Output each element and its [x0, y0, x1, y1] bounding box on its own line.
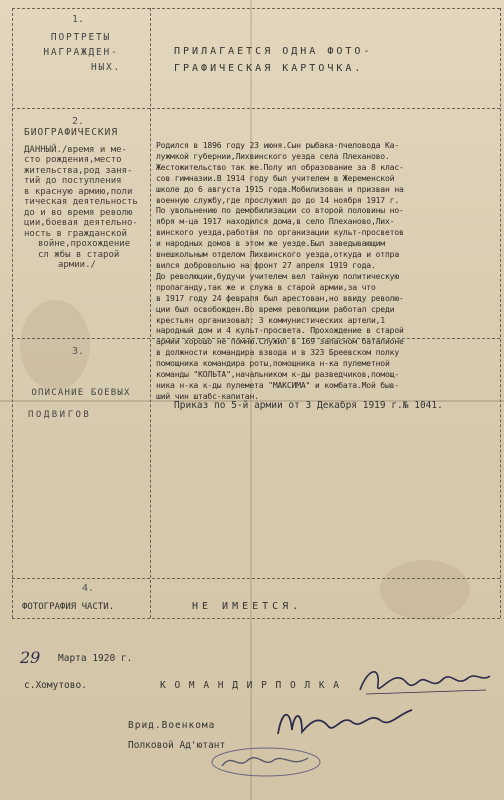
section-label-portraits: ПОРТРЕТЫ НАГРАЖДЕН- НЫХ.	[43, 32, 122, 73]
table-column-divider	[150, 8, 151, 618]
section-number: 3.	[72, 346, 85, 357]
section-content-portraits: ПРИЛАГАЕТСЯ ОДНА ФОТО- ГРАФИЧЕСКАЯ КАРТОЧКА.	[174, 46, 373, 74]
section-label-biography: БИОГРАФИЧЕСКИЯ ДАННЫЙ./время и ме- стo рождения,место жительства,род заня- тий до поступления в красную армию,поли тическая деятельность до и во время револю ции,боевая деятельно- ность в гражданской войне,прохождение сл жбы в старой армии./	[24, 127, 138, 270]
table-left-border	[12, 8, 13, 618]
commander-signature	[356, 660, 496, 704]
commander-label: К О М А Н Д И Р П О Л К А	[160, 680, 341, 691]
voenkom-label: Врид.Военкома	[128, 720, 216, 731]
section-number: 2.	[72, 116, 85, 127]
section-number: 1.	[72, 14, 85, 25]
paper-stain	[20, 300, 90, 390]
unit-photo-content: НЕ ИМЕЕТСЯ.	[192, 601, 303, 612]
section-label-feats: ОПИСАНИЕ БОЕВЫХ ПОДВИГОВ	[28, 388, 131, 420]
adjutant-label: Полковой Ад'ютант	[128, 740, 226, 751]
row-divider	[12, 578, 500, 579]
paper-stain	[380, 560, 470, 620]
date-text: Марта 1920 г.	[58, 653, 133, 664]
row-divider	[12, 108, 500, 109]
date-day-handwritten: 29	[20, 648, 41, 667]
section-label-unit-photo: ФОТОГРАФИЯ ЧАСТИ.	[22, 602, 115, 612]
adjutant-signature	[208, 740, 328, 780]
table-right-border	[500, 8, 501, 618]
place-text: с.Хомутово.	[24, 680, 87, 691]
feats-order-text: Приказ по 5-й армии от 3 Декабря 1919 г.№ 1041.	[174, 400, 443, 411]
section-number: 4.	[82, 583, 95, 594]
biography-text: Родился в 1896 году 23 июня.Сын рыбака-пчеловода Ка- лужмкой губернии,Лихвинского уезда села Плеханово. Жестожительство так же.Полу ил образование за 8 клас- сов гимназии.В 1914 году был учителем в Жеременской школе до 6 августа 1915 года.Мобилизован и призван на военную службу,где прослужил до до 14 ноября 1917 г. По увольнению по демобилизации со второй половины но- ября м-ца 1917 находился дома,в село Плеханово,Лих- винского уезда,работая по организации культ-просветов и народных домов в этом же уезде.Был заведывающим внешкольным отделом Лихвинского уезда,откуда и отпра вился добровольно на фронт 27 апреля 1919 года. До революции,будучи учителем вел тайную политическую пропаганду,так же и служа в старой армии,за что в 1917 году 24 февраля был арестован,но ввиду револю- ции был освобожден.Во время революции работал среди крестьян организовал: 3 коммунистических артели,1 народный дом и 4 культ-просвета. Прохождение в старой армии хорошо не помню.Служил в 169 запасном баталионе в должности командира взвода и в 323 Бреевском полку помощника командира роты,помощника н-ка пулеметной команды "КОЛЬТА",начальником к-ды разведчиков,помощ- ника н-ка к-ды пулемета "МАКСИМА" и комбата.Мой быв- ший чин штабс-капитан.	[156, 140, 404, 401]
table-bottom-border	[12, 618, 500, 619]
table-top-border	[12, 8, 500, 9]
